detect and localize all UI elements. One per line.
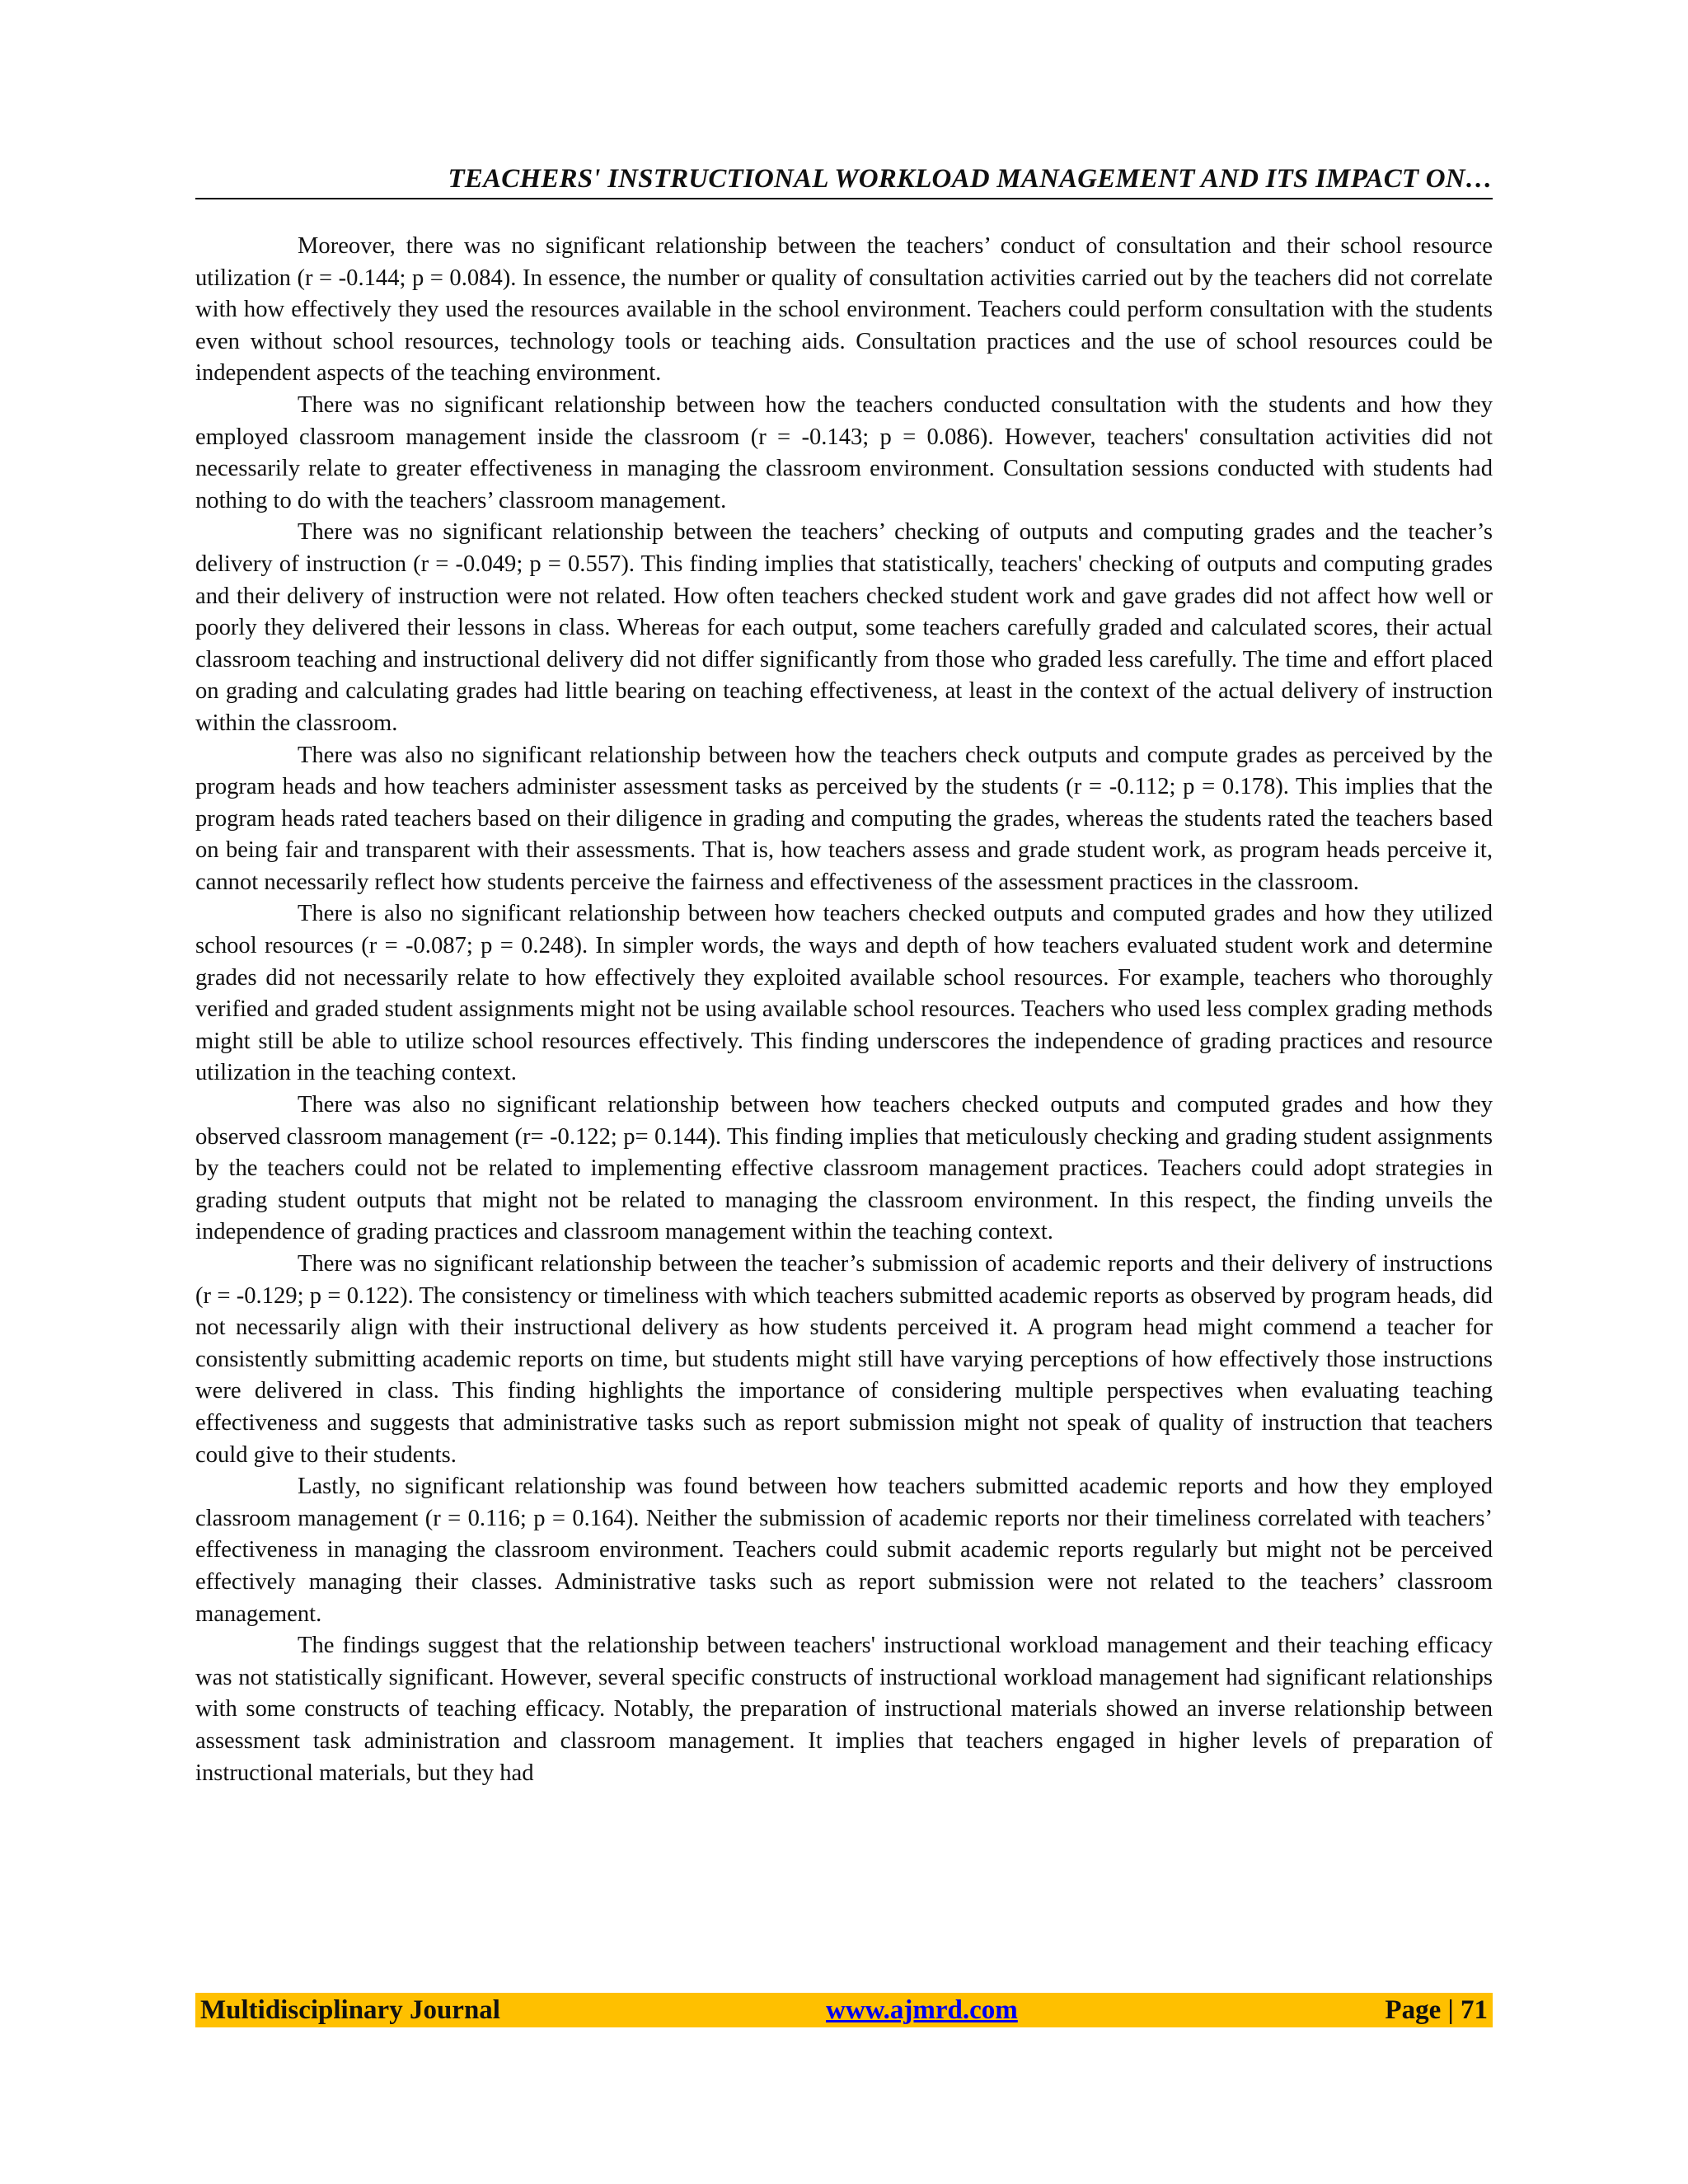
running-title: TEACHERS' INSTRUCTIONAL WORKLOAD MANAGEMENT AND ITS IMPACT ON… xyxy=(448,164,1493,194)
paragraph-consultation-resources: Moreover, there was no significant relationship between the teachers’ conduct of consultation and their school resource utilization (r = -0.144; p = 0.084). In essence, the number or quality of consultation activities carried out by the teachers did not correlate with how effectively they used the resources available in the school environment. Teachers could perform consultation with the students even without school resources, technology tools or teaching aids. Consultation practices and the use of school resources could be independent aspects of the teaching environment. xyxy=(195,233,1493,387)
page-number: Page | 71 xyxy=(1385,1995,1488,2025)
paragraph-reports-classroom: Lastly, no significant relationship was found between how teachers submitted academic reports and how they employed classroom management (r = 0.116; p = 0.164). Neither the submission of academic reports nor their timeliness correlated with teachers’ effectiveness in managing the classroom environment. Teachers could submit academic reports regularly but might not be perceived effectively managing their classes. Administrative tasks such as report submission were not related to the teachers’ classroom management. xyxy=(195,1474,1493,1627)
page-footer xyxy=(195,1993,1493,2027)
paragraph-consultation-classroom: There was no significant relationship between how the teachers conducted consultation with the students and how they employed classroom management inside the classroom (r = -0.143; p = 0.086). However, teachers' consultation activities did not necessarily relate to greater effectiveness in managing the classroom environment. Consultation sessions conducted with students had nothing to do with the teachers’ classroom management. xyxy=(195,391,1493,513)
article-body xyxy=(195,231,1493,1789)
paragraph-grading-delivery: There was no significant relationship between the teachers’ checking of outputs and computing grades and the teacher’s delivery of instruction (r = -0.049; p = 0.557). This finding implies that statistically, teachers' checking of outputs and computing grades and their delivery of instruction were not related. How often teachers checked student work and gave grades did not affect how well or poorly they delivered their lessons in class. Whereas for each output, some teachers carefully graded and calculated scores, their actual classroom teaching and instructional delivery did not differ significantly from those who graded less carefully. The time and effort placed on grading and calculating grades had little bearing on teaching effectiveness, at least in the context of the actual delivery of instruction within the classroom. xyxy=(195,519,1493,736)
journal-name: Multidisciplinary Journal xyxy=(200,1995,500,2025)
paragraph-grading-classroom: There was also no significant relationship between how teachers checked outputs and computed grades and how they observed classroom management (r= -0.122; p= 0.144). This finding implies that meticulously checking and grading student assignments by the teachers could not be related to implementing effective classroom management practices. Teachers could adopt strategies in grading student outputs that might not be related to managing the classroom environment. In this respect, the finding unveils the independence of grading practices and classroom management within the teaching context. xyxy=(195,1092,1493,1245)
paragraph-grading-resources: There is also no significant relationship between how teachers checked outputs and computed grades and how they utilized school resources (r = -0.087; p = 0.248). In simpler words, the ways and depth of how teachers evaluated student work and determine grades did not necessarily relate to how effectively they exploited available school resources. For example, teachers who thoroughly verified and graded student assignments might not be using available school resources. Teachers who used less complex grading methods might still be able to utilize school resources effectively. This finding underscores the independence of grading practices and resource utilization in the teaching context. xyxy=(195,901,1493,1086)
journal-website-link[interactable]: www.ajmrd.com xyxy=(826,1995,1018,2025)
paragraph-findings-summary: The findings suggest that the relationship between teachers' instructional workload management and their teaching efficacy was not statistically significant. However, several specific constructs of instructional workload management had significant relationships with some constructs of teaching efficacy. Notably, the preparation of instructional materials showed an inverse relationship between assessment task administration and classroom management. It implies that teachers engaged in higher levels of preparation of instructional materials, but they had xyxy=(195,1633,1493,1786)
paragraph-grading-assessment: There was also no significant relationship between how the teachers check outputs and compute grades as perceived by the program heads and how teachers administer assessment tasks as perceived by the students (r = -0.112; p = 0.178). This implies that the program heads rated teachers based on their diligence in grading and computing the grades, whereas the students rated the teachers based on being fair and transparent with their assessments. That is, how teachers assess and grade student work, as program heads perceive it, cannot necessarily reflect how students perceive the fairness and effectiveness of the assessment practices in the classroom. xyxy=(195,742,1493,895)
paragraph-reports-delivery: There was no significant relationship between the teacher’s submission of academic reports and their delivery of instructions (r = -0.129; p = 0.122). The consistency or timeliness with which teachers submitted academic reports as observed by program heads, did not necessarily align with their instructional delivery as how students perceived it. A program head might commend a teacher for consistently submitting academic reports on time, but students might still have varying perceptions of how effectively those instructions were delivered in class. This finding highlights the importance of considering multiple perspectives when evaluating teaching effectiveness and suggests that administrative tasks such as report submission might not speak of quality of instruction that teachers could give to their students. xyxy=(195,1251,1493,1468)
running-header xyxy=(195,158,1493,199)
journal-page xyxy=(195,0,1493,2184)
